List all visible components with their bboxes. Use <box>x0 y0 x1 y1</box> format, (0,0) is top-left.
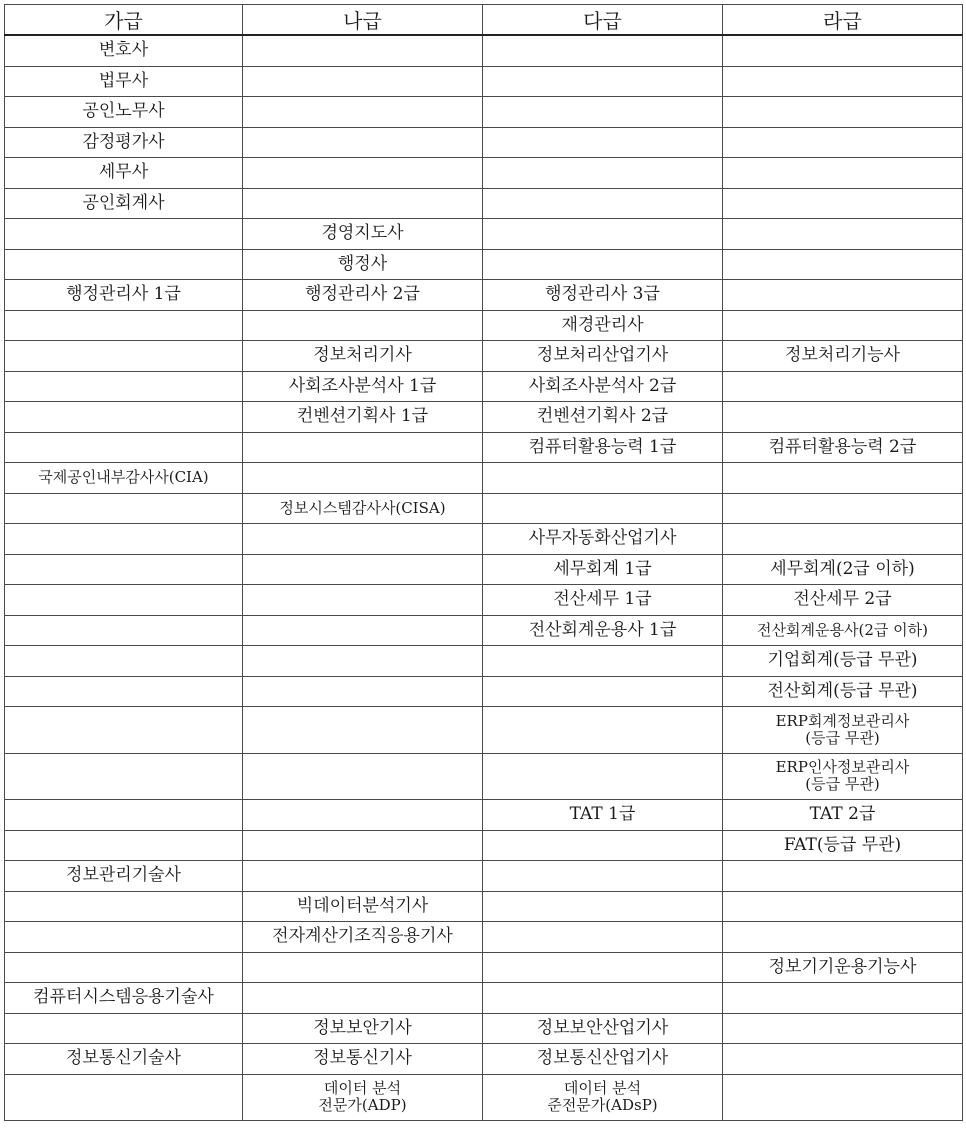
cell-grade-da: 세무회계 1급 <box>483 554 723 585</box>
cell-grade-ga: 행정관리사 1급 <box>5 280 243 311</box>
cell-grade-ra <box>723 861 963 892</box>
table-row <box>5 891 963 922</box>
cell-grade-ra: 전산회계(등급 무관) <box>723 676 963 707</box>
header-grade-da: 다급 <box>483 5 723 36</box>
cell-grade-da <box>483 35 723 66</box>
cell-grade-ga <box>5 646 243 677</box>
cell-grade-da <box>483 922 723 953</box>
cell-grade-ga: 정보통신기술사 <box>5 1044 243 1075</box>
cell-grade-ra: 세무회계(2급 이하) <box>723 554 963 585</box>
table-row <box>5 35 963 66</box>
cell-grade-na: 컨벤션기획사 1급 <box>243 402 483 433</box>
table-row <box>5 310 963 341</box>
table-row <box>5 219 963 250</box>
cell-grade-da: 전산회계운용사 1급 <box>483 615 723 646</box>
cell-grade-ga <box>5 1013 243 1044</box>
cell-grade-ra <box>723 402 963 433</box>
table-row <box>5 432 963 463</box>
cell-grade-na <box>243 35 483 66</box>
cell-grade-na: 행정사 <box>243 249 483 280</box>
table-header <box>5 5 963 36</box>
table-row <box>5 753 963 800</box>
cell-grade-na <box>243 952 483 983</box>
cell-grade-da: 정보통신산업기사 <box>483 1044 723 1075</box>
cell-grade-ga <box>5 707 243 754</box>
cell-grade-ra: 전산세무 2급 <box>723 585 963 616</box>
table-row <box>5 861 963 892</box>
cell-grade-ra <box>723 158 963 189</box>
cell-grade-ga <box>5 402 243 433</box>
cell-grade-ra <box>723 891 963 922</box>
cell-grade-da: 사무자동화산업기사 <box>483 524 723 555</box>
cell-grade-ra: 정보기기운용기능사 <box>723 952 963 983</box>
table-row <box>5 66 963 97</box>
cell-grade-ga <box>5 219 243 250</box>
cell-grade-da: TAT 1급 <box>483 800 723 831</box>
cell-grade-ga: 정보관리기술사 <box>5 861 243 892</box>
table-row <box>5 646 963 677</box>
cell-grade-ra <box>723 1074 963 1121</box>
table-row <box>5 524 963 555</box>
cell-grade-na <box>243 463 483 494</box>
cell-grade-na <box>243 554 483 585</box>
table-row <box>5 676 963 707</box>
cell-grade-ra <box>723 1044 963 1075</box>
cell-grade-ga <box>5 952 243 983</box>
table-row <box>5 952 963 983</box>
cell-grade-na <box>243 753 483 800</box>
header-row <box>5 5 963 36</box>
cell-grade-ga <box>5 585 243 616</box>
table-row <box>5 97 963 128</box>
cell-grade-da <box>483 983 723 1014</box>
cell-grade-ra <box>723 922 963 953</box>
table-body <box>5 35 963 1121</box>
cell-grade-na <box>243 983 483 1014</box>
cell-grade-ra: ERP회계정보관리사 (등급 무관) <box>723 707 963 754</box>
table-row <box>5 463 963 494</box>
cell-grade-na: 정보처리기사 <box>243 341 483 372</box>
cell-grade-ga: 공인회계사 <box>5 188 243 219</box>
table-row <box>5 1074 963 1121</box>
cell-grade-na: 전자계산기조직응용기사 <box>243 922 483 953</box>
table-row <box>5 188 963 219</box>
cell-grade-na <box>243 707 483 754</box>
cell-grade-ra <box>723 97 963 128</box>
cell-grade-da: 사회조사분석사 2급 <box>483 371 723 402</box>
cell-grade-na: 빅데이터분석기사 <box>243 891 483 922</box>
cell-grade-ga <box>5 800 243 831</box>
cell-grade-na <box>243 188 483 219</box>
cell-grade-da <box>483 97 723 128</box>
cell-grade-ga: 국제공인내부감사사(CIA) <box>5 463 243 494</box>
cell-grade-na <box>243 830 483 861</box>
cell-grade-da <box>483 219 723 250</box>
cell-grade-ga <box>5 1074 243 1121</box>
cell-grade-da <box>483 188 723 219</box>
cell-grade-ga: 변호사 <box>5 35 243 66</box>
cell-grade-ga <box>5 249 243 280</box>
cell-grade-ra <box>723 35 963 66</box>
cell-grade-ga <box>5 922 243 953</box>
cell-grade-ra: FAT(등급 무관) <box>723 830 963 861</box>
cell-grade-na <box>243 158 483 189</box>
header-grade-na: 나급 <box>243 5 483 36</box>
table-row <box>5 371 963 402</box>
cell-grade-da <box>483 66 723 97</box>
cell-grade-ra <box>723 463 963 494</box>
cell-grade-na <box>243 310 483 341</box>
cell-grade-da <box>483 676 723 707</box>
table-row <box>5 615 963 646</box>
table-row <box>5 158 963 189</box>
cell-grade-da <box>483 707 723 754</box>
cell-grade-ra <box>723 493 963 524</box>
cell-grade-ra <box>723 1013 963 1044</box>
cell-grade-ga <box>5 341 243 372</box>
cell-grade-da <box>483 753 723 800</box>
cell-grade-ga <box>5 310 243 341</box>
cell-grade-da <box>483 463 723 494</box>
table-row <box>5 249 963 280</box>
cell-grade-da <box>483 861 723 892</box>
table-row <box>5 402 963 433</box>
cell-grade-da: 재경관리사 <box>483 310 723 341</box>
table-row <box>5 830 963 861</box>
cell-grade-ga <box>5 524 243 555</box>
cell-grade-da: 데이터 분석 준전문가(ADsP) <box>483 1074 723 1121</box>
cell-grade-na <box>243 66 483 97</box>
cell-grade-ra: 전산회계운용사(2급 이하) <box>723 615 963 646</box>
cell-grade-na <box>243 646 483 677</box>
cell-grade-ra <box>723 127 963 158</box>
cell-grade-ra: 컴퓨터활용능력 2급 <box>723 432 963 463</box>
cell-grade-da <box>483 158 723 189</box>
header-grade-ra: 라급 <box>723 5 963 36</box>
table-row <box>5 585 963 616</box>
cell-grade-ra <box>723 249 963 280</box>
cell-grade-da <box>483 493 723 524</box>
cell-grade-na: 사회조사분석사 1급 <box>243 371 483 402</box>
cell-grade-ga <box>5 432 243 463</box>
table-row <box>5 983 963 1014</box>
cell-grade-ga <box>5 891 243 922</box>
cell-grade-da <box>483 891 723 922</box>
cell-grade-na <box>243 524 483 555</box>
cell-grade-ga <box>5 830 243 861</box>
table-row <box>5 554 963 585</box>
cell-grade-ga <box>5 554 243 585</box>
cell-grade-da <box>483 249 723 280</box>
cell-grade-ga: 공인노무사 <box>5 97 243 128</box>
cell-grade-ga: 세무사 <box>5 158 243 189</box>
cell-grade-na <box>243 615 483 646</box>
cell-grade-na <box>243 585 483 616</box>
cell-grade-da <box>483 646 723 677</box>
cell-grade-ra <box>723 371 963 402</box>
cell-grade-ga: 컴퓨터시스템응용기술사 <box>5 983 243 1014</box>
cell-grade-da <box>483 127 723 158</box>
cell-grade-na <box>243 676 483 707</box>
cell-grade-na: 정보통신기사 <box>243 1044 483 1075</box>
cell-grade-ga <box>5 615 243 646</box>
cell-grade-na: 정보시스템감사사(CISA) <box>243 493 483 524</box>
cell-grade-na <box>243 861 483 892</box>
cell-grade-ga <box>5 371 243 402</box>
cell-grade-ra: 기업회계(등급 무관) <box>723 646 963 677</box>
cell-grade-ga: 감정평가사 <box>5 127 243 158</box>
table-row <box>5 800 963 831</box>
cell-grade-da: 정보처리산업기사 <box>483 341 723 372</box>
table-row <box>5 1044 963 1075</box>
cell-grade-ga: 법무사 <box>5 66 243 97</box>
cell-grade-ra <box>723 524 963 555</box>
cell-grade-na: 행정관리사 2급 <box>243 280 483 311</box>
table-row <box>5 127 963 158</box>
cell-grade-na <box>243 127 483 158</box>
cell-grade-ra <box>723 983 963 1014</box>
cell-grade-da: 전산세무 1급 <box>483 585 723 616</box>
table-row <box>5 493 963 524</box>
cell-grade-ga <box>5 676 243 707</box>
cell-grade-ra <box>723 219 963 250</box>
cell-grade-da: 컨벤션기획사 2급 <box>483 402 723 433</box>
cell-grade-na <box>243 432 483 463</box>
cell-grade-da: 행정관리사 3급 <box>483 280 723 311</box>
table-row <box>5 280 963 311</box>
cell-grade-na: 데이터 분석 전문가(ADP) <box>243 1074 483 1121</box>
header-grade-ga: 가급 <box>5 5 243 36</box>
cell-grade-ra: TAT 2급 <box>723 800 963 831</box>
cell-grade-da: 정보보안산업기사 <box>483 1013 723 1044</box>
table-row <box>5 922 963 953</box>
cell-grade-da <box>483 952 723 983</box>
cell-grade-ra: ERP인사정보관리사 (등급 무관) <box>723 753 963 800</box>
cell-grade-ga <box>5 493 243 524</box>
table-row <box>5 341 963 372</box>
cell-grade-ra <box>723 280 963 311</box>
cell-grade-ra <box>723 188 963 219</box>
cell-grade-na: 정보보안기사 <box>243 1013 483 1044</box>
cell-grade-ra <box>723 66 963 97</box>
cell-grade-ga <box>5 753 243 800</box>
table-row <box>5 1013 963 1044</box>
qualification-grade-table <box>4 4 963 1121</box>
cell-grade-na <box>243 800 483 831</box>
cell-grade-da <box>483 830 723 861</box>
cell-grade-ra <box>723 310 963 341</box>
table-row <box>5 707 963 754</box>
cell-grade-na <box>243 97 483 128</box>
cell-grade-na: 경영지도사 <box>243 219 483 250</box>
cell-grade-ra: 정보처리기능사 <box>723 341 963 372</box>
cell-grade-da: 컴퓨터활용능력 1급 <box>483 432 723 463</box>
